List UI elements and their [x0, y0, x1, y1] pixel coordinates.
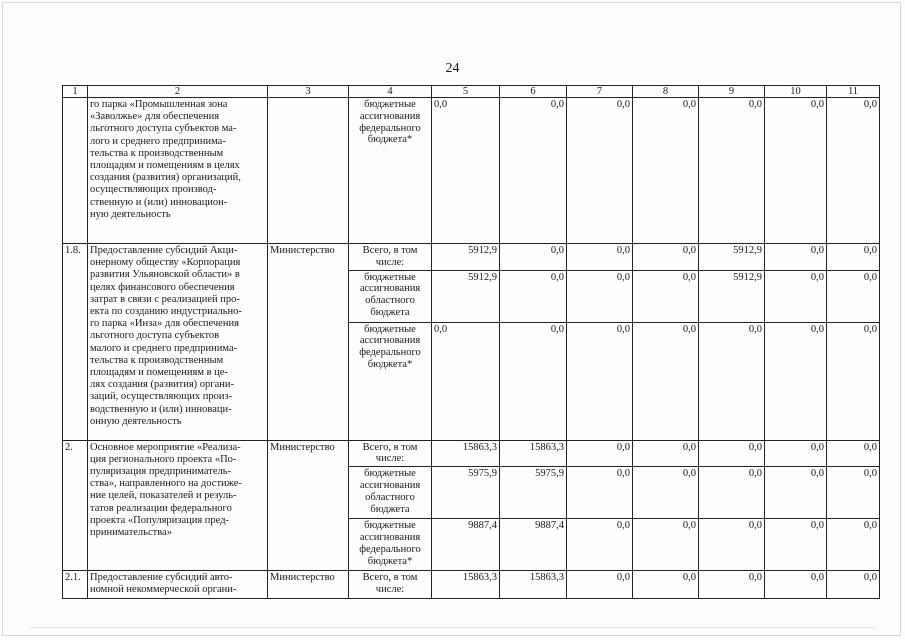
- column-number: 2: [88, 86, 268, 98]
- executor-cell: [268, 98, 349, 244]
- amount-cell: 0,0: [500, 98, 567, 244]
- amount-cell: 0,0: [827, 270, 880, 322]
- table-row: [63, 244, 880, 271]
- amount-cell: 0,0: [567, 571, 633, 598]
- description-line: площадям и помещениям в целях: [90, 160, 240, 172]
- amount-cell: 0,0: [765, 467, 827, 519]
- funding-source: Всего, в том числе:: [349, 440, 432, 467]
- table-row: [63, 571, 880, 598]
- amount-cell: 5975,9: [500, 467, 567, 519]
- amount-cell: 0,0: [699, 98, 765, 244]
- description-line: ция регионального проекта «По-: [90, 453, 237, 465]
- description-line: Основное мероприятие «Реализа-: [90, 441, 241, 453]
- amount-cell: 0,0: [633, 440, 699, 467]
- column-number: 3: [268, 86, 349, 98]
- amount-cell: 0,0: [633, 571, 699, 598]
- description-line: ства», направленного на достиже-: [90, 478, 242, 490]
- column-number: 6: [500, 86, 567, 98]
- description-line: тельства к производственным: [90, 354, 224, 366]
- description-line: принимательства»: [90, 527, 172, 539]
- amount-cell: 0,0: [699, 322, 765, 440]
- amount-cell: 15863,3: [500, 440, 567, 467]
- amount-cell: 0,0: [699, 440, 765, 467]
- activity-description: [88, 440, 268, 571]
- amount-cell: 5912,9: [432, 270, 500, 322]
- amount-cell: 0,0: [633, 98, 699, 244]
- row-number: [63, 98, 88, 244]
- amount-cell: 5975,9: [432, 467, 500, 519]
- funding-source: бюджетные ассигнования областного бюджета: [349, 270, 432, 322]
- description-line: го парка «Промышленная зона: [90, 99, 228, 110]
- amount-cell: 0,0: [827, 519, 880, 571]
- column-number: 10: [765, 86, 827, 98]
- column-number: 7: [567, 86, 633, 98]
- description-line: льготного доступа субъектов: [90, 330, 220, 342]
- amount-cell: 0,0: [633, 519, 699, 571]
- amount-cell: 0,0: [765, 322, 827, 440]
- description-line: льготного доступа субъектов ма-: [90, 123, 237, 135]
- description-line: целях финансового обеспечения: [90, 281, 235, 293]
- column-number: 8: [633, 86, 699, 98]
- description-line: ние целей, показателей и резуль-: [90, 490, 237, 502]
- description-line: пуляризация предприниматель-: [90, 466, 232, 477]
- amount-cell: 0,0: [567, 519, 633, 571]
- amount-cell: 0,0: [765, 98, 827, 244]
- funding-source: бюджетные ассигнования федерального бюджета*: [349, 519, 432, 571]
- amount-cell: 0,0: [500, 244, 567, 271]
- description-line: го парка «Инза» для обеспечения: [90, 318, 239, 330]
- description-line: затрат в связи с реализацией про-: [90, 293, 240, 305]
- description-line: создания (развития) организаций,: [90, 172, 241, 184]
- amount-cell: 0,0: [765, 270, 827, 322]
- amount-cell: 0,0: [765, 440, 827, 467]
- description-line: проекта «Популяризация пред-: [90, 514, 230, 526]
- table-row: [63, 98, 880, 244]
- budget-table: [62, 85, 880, 599]
- amount-cell: 0,0: [827, 440, 880, 467]
- description-line: Предоставление субсидий Акци-: [90, 245, 238, 256]
- description-line: Предоставление субсидий авто-: [90, 572, 233, 584]
- funding-source: бюджетные ассигнования федерального бюджета*: [349, 98, 432, 244]
- column-number: 1: [63, 86, 88, 98]
- amount-cell: 0,0: [827, 467, 880, 519]
- description-line: тельства к производственным: [90, 147, 224, 159]
- description-line: лях создания (развития) органи-: [90, 379, 235, 391]
- description-line: екта по созданию индустриально-: [90, 306, 242, 318]
- description-line: ную деятельность: [90, 208, 171, 220]
- amount-cell: 0,0: [633, 467, 699, 519]
- amount-cell: 0,0: [633, 270, 699, 322]
- amount-cell: 0,0: [633, 322, 699, 440]
- amount-cell: 0,0: [500, 270, 567, 322]
- amount-cell: 0,0: [827, 571, 880, 598]
- amount-cell: 9887,4: [432, 519, 500, 571]
- amount-cell: 0,0: [827, 244, 880, 271]
- executor-cell: Министерство: [268, 244, 349, 441]
- description-line: водственную и (или) инноваци-: [90, 403, 232, 415]
- amount-cell: 0,0: [633, 244, 699, 271]
- executor-cell: Министерство: [268, 571, 349, 598]
- amount-cell: 0,0: [765, 571, 827, 598]
- amount-cell: 5912,9: [432, 244, 500, 271]
- amount-cell: 15863,3: [432, 571, 500, 598]
- amount-cell: 0,0: [699, 519, 765, 571]
- amount-cell: 0,0: [827, 98, 880, 244]
- description-line: татов реализации федерального: [90, 502, 232, 514]
- amount-cell: 0,0: [567, 322, 633, 440]
- scan-bottom-edge: [30, 627, 875, 632]
- description-line: ственную и (или) инновацион-: [90, 196, 228, 208]
- amount-cell: 0,0: [567, 270, 633, 322]
- description-line: малого и среднего предпринима-: [90, 342, 238, 354]
- amount-cell: 0,0: [765, 519, 827, 571]
- amount-cell: 0,0: [567, 467, 633, 519]
- table-row: [63, 440, 880, 467]
- amount-cell: 9887,4: [500, 519, 567, 571]
- description-line: «Заволжье» для обеспечения: [90, 111, 220, 123]
- activity-description: [88, 244, 268, 441]
- description-line: площадям и помещениям в це-: [90, 367, 228, 379]
- amount-cell: 0,0: [567, 98, 633, 244]
- description-line: осуществляющих производ-: [90, 184, 217, 196]
- column-number: 5: [432, 86, 500, 98]
- row-number: 1.8.: [63, 244, 88, 441]
- description-line: номной некоммерческой органи-: [90, 584, 237, 596]
- amount-cell: 15863,3: [432, 440, 500, 467]
- column-number: 9: [699, 86, 765, 98]
- amount-cell: 0,0: [567, 244, 633, 271]
- amount-cell: 15863,3: [500, 571, 567, 598]
- description-line: развития Ульяновской области» в: [90, 269, 240, 281]
- row-number: 2.1.: [63, 571, 88, 598]
- amount-cell: 0,0: [699, 467, 765, 519]
- funding-source: Всего, в том числе:: [349, 244, 432, 271]
- row-number: 2.: [63, 440, 88, 571]
- funding-source: Всего, в том числе:: [349, 571, 432, 598]
- funding-source: бюджетные ассигнования федерального бюджета*: [349, 322, 432, 440]
- page-number: 24: [445, 61, 460, 76]
- activity-description: [88, 98, 268, 244]
- description-line: лого и среднего предпринима-: [90, 135, 226, 147]
- amount-cell: 0,0: [765, 244, 827, 271]
- amount-cell: 5912,9: [699, 270, 765, 322]
- column-number: 11: [827, 86, 880, 98]
- column-number: 4: [349, 86, 432, 98]
- amount-cell: 0,0: [432, 322, 500, 440]
- description-line: онную деятельность: [90, 415, 182, 427]
- header-row: [63, 86, 880, 98]
- description-line: заций, осуществляющих произ-: [90, 391, 233, 403]
- amount-cell: 0,0: [500, 322, 567, 440]
- amount-cell: 0,0: [699, 571, 765, 598]
- amount-cell: 0,0: [827, 322, 880, 440]
- funding-source: бюджетные ассигнования областного бюджета: [349, 467, 432, 519]
- amount-cell: 0,0: [432, 98, 500, 244]
- amount-cell: 5912,9: [699, 244, 765, 271]
- activity-description: [88, 571, 268, 598]
- description-line: онерному обществу «Корпорация: [90, 257, 241, 269]
- amount-cell: 0,0: [567, 440, 633, 467]
- executor-cell: Министерство: [268, 440, 349, 571]
